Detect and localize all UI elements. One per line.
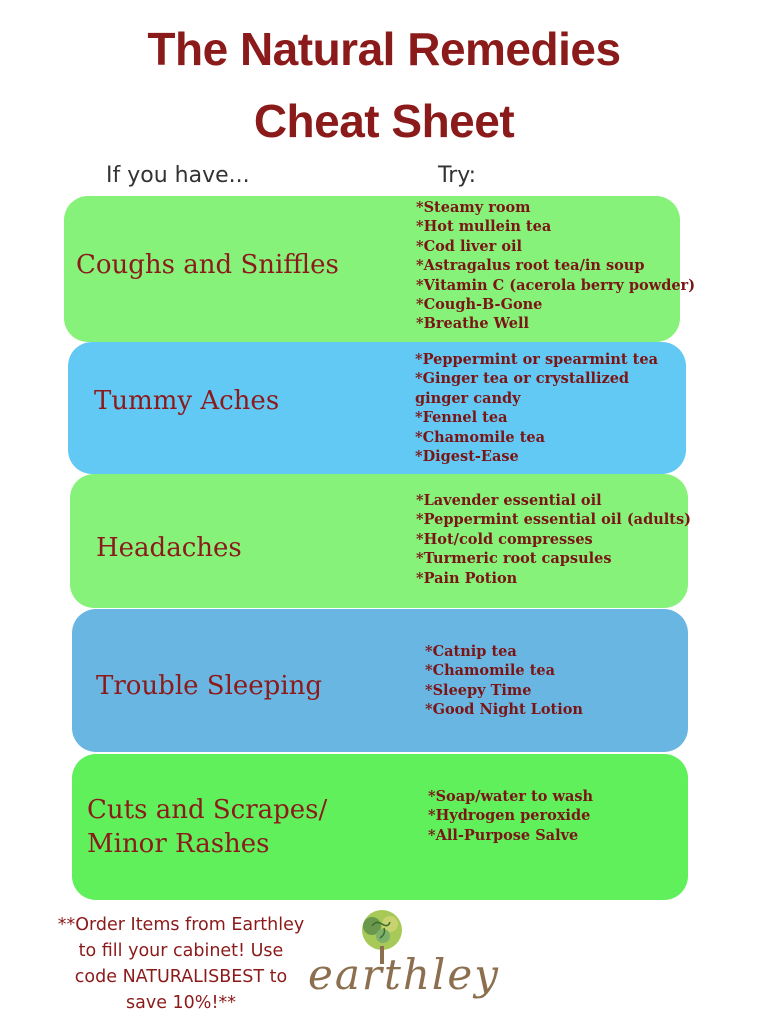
ailment-label-headaches: Headaches	[96, 533, 242, 563]
ailment-label-coughs: Coughs and Sniffles	[76, 250, 339, 280]
promo-line-3: code NATURALISBEST to	[74, 967, 288, 987]
list-item: *Peppermint or spearmint tea	[415, 351, 658, 368]
list-item: *Soap/water to wash	[428, 788, 594, 805]
list-item: ginger candy	[415, 389, 521, 407]
list-item: *Catnip tea	[425, 643, 517, 660]
list-item: *Lavender essential oil	[416, 492, 602, 509]
ailment-label-cuts	[87, 793, 327, 861]
list-item: *Sleepy Time	[425, 681, 532, 699]
ailment-label-sleeping: Trouble Sleeping	[96, 671, 323, 701]
list-item: *Turmeric root capsules	[416, 550, 612, 568]
earthley-logo: earthley	[308, 950, 500, 999]
list-item: *Cod liver oil	[416, 237, 523, 255]
page-title-line-1: The Natural Remedies	[147, 23, 621, 75]
promo-line-2: to fill your cabinet! Use	[78, 941, 284, 961]
remedy-list-tummy	[415, 350, 658, 466]
list-item: *Peppermint essential oil (adults)	[416, 511, 691, 529]
list-item: *Chamomile tea	[415, 428, 546, 446]
remedy-list-coughs	[416, 198, 695, 334]
list-item: *Chamomile tea	[425, 662, 556, 680]
page-title-line-2: Cheat Sheet	[253, 95, 515, 147]
list-item: *Pain Potion	[416, 569, 518, 587]
list-item: *Good Night Lotion	[425, 701, 583, 719]
list-item: *Fennel tea	[415, 409, 508, 427]
ailment-label-tummy: Tummy Aches	[94, 386, 280, 416]
ailment-label-cuts-line-2: Minor Rashes	[87, 829, 270, 859]
list-item: *Ginger tea or crystallized	[415, 370, 630, 388]
list-item: *Hot/cold compresses	[416, 530, 593, 548]
list-item: *Steamy room	[416, 199, 531, 216]
list-item: *Digest-Ease	[415, 448, 519, 466]
list-item: *Vitamin C (acerola berry powder)	[416, 276, 696, 294]
remedy-list-sleeping	[425, 642, 583, 720]
column-header-try: Try:	[438, 163, 477, 188]
list-item: *Astragalus root tea/in soup	[416, 257, 645, 275]
remedy-list-headaches	[416, 491, 691, 588]
promo-line-1: **Order Items from Earthley	[57, 915, 305, 935]
promo-text	[36, 912, 326, 1016]
list-item: *Breathe Well	[416, 315, 529, 333]
ailment-label-cuts-line-1: Cuts and Scrapes/	[87, 795, 328, 825]
list-item: *All-Purpose Salve	[428, 826, 579, 844]
list-item: *Hydrogen peroxide	[428, 807, 591, 825]
remedy-list-cuts	[428, 787, 593, 845]
list-item: *Cough-B-Gone	[416, 296, 543, 314]
column-header-if-you-have: If you have...	[106, 163, 250, 188]
promo-line-4: save 10%!**	[126, 993, 236, 1013]
list-item: *Hot mullein tea	[416, 218, 552, 236]
